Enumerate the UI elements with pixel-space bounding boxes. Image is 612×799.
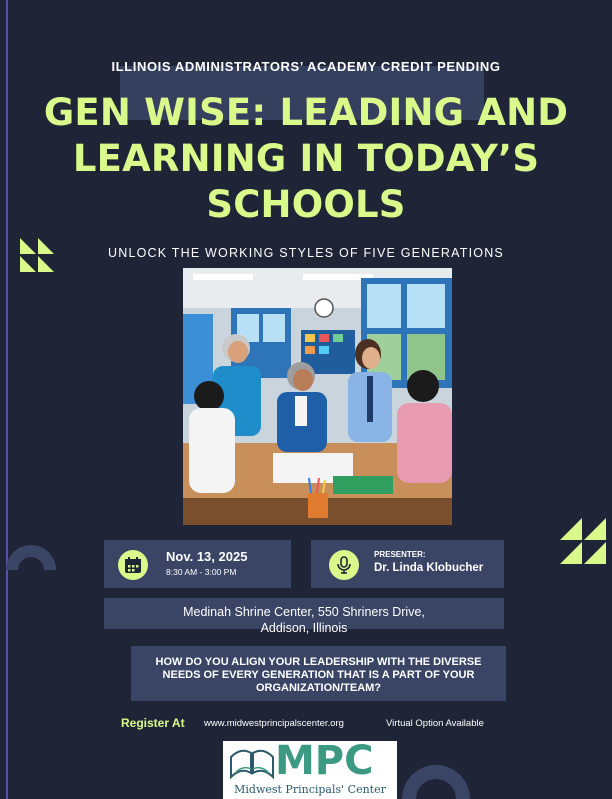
microphone-icon xyxy=(329,550,359,580)
question-panel xyxy=(131,646,506,701)
triangle-decoration-right xyxy=(560,518,606,564)
venue-address xyxy=(104,598,504,636)
event-time: 8:30 AM - 3:00 PM xyxy=(166,567,237,577)
presenter-name: Dr. Linda Klobucher xyxy=(374,562,484,574)
triangle-decoration-left xyxy=(20,238,56,274)
logo-initials: MPC xyxy=(275,741,374,784)
page-title: GEN WISE: LEADING AND LEARNING IN TODAY’S SCHOOLS xyxy=(43,91,569,226)
left-accent-line xyxy=(6,0,8,799)
mpc-logo xyxy=(223,741,397,799)
venue-line-2: Addison, Illinois xyxy=(260,621,348,635)
arc-decoration-bottom xyxy=(400,765,472,799)
leadership-question: HOW DO YOU ALIGN YOUR LEADERSHIP WITH THE DIVERSE NEEDS OF EVERY GENERATION THAT IS A PART OF YOUR ORGANIZATION/TEAM? xyxy=(155,656,482,694)
event-date: Nov. 13, 2025 xyxy=(166,549,248,564)
book-icon xyxy=(229,747,275,781)
register-row xyxy=(0,716,612,732)
credit-note: ILLINOIS ADMINISTRATORS’ ACADEMY CREDIT PENDING xyxy=(111,59,501,74)
date-panel xyxy=(104,540,291,588)
classroom-photo xyxy=(183,268,452,525)
logo-name: Midwest Principals' Center xyxy=(234,783,386,796)
calendar-icon xyxy=(118,550,148,580)
register-link[interactable]: www.midwestprincipalscenter.org xyxy=(204,718,344,729)
presenter-panel xyxy=(311,540,504,588)
register-label: Register At xyxy=(121,716,185,730)
venue-line-1: Medinah Shrine Center, 550 Shriners Drive, xyxy=(183,605,425,619)
arc-decoration-left xyxy=(4,540,58,570)
virtual-option-note: Virtual Option Available xyxy=(386,718,484,729)
venue-panel xyxy=(104,598,504,635)
page-subtitle: UNLOCK THE WORKING STYLES OF FIVE GENERATIONS xyxy=(108,246,504,260)
presenter-label: PRESENTER: xyxy=(374,550,426,559)
